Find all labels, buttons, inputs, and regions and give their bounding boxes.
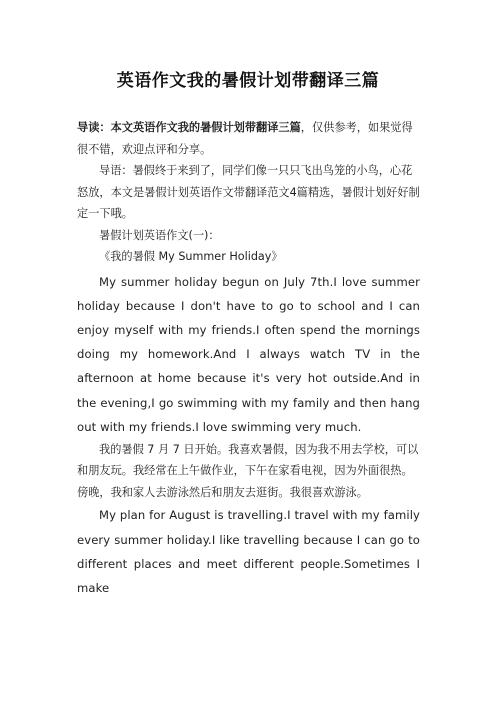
- section-heading: 暑假计划英语作文(一)：: [99, 228, 220, 242]
- english-paragraph-2: My plan for August is travelling.I travel with my family every summer holiday.I like travelling because I can go to different places and meet different people.Sometimes I make: [77, 508, 420, 596]
- intro-rest: ，仅供参考，如果觉得很不错，欢迎点评和分享。: [77, 121, 413, 156]
- document-title: 英语作文我的暑假计划带翻译三篇: [116, 71, 380, 91]
- english-paragraph-1: My summer holiday begun on July 7th.I love summer holiday because I don't have to go to school and I can enjoy myself with my friends.I often spend the mornings doing my homework.And I always watch TV in the afternoon at home because it's very hot outside.And in the evening,I go swimming with my family and then hang out with my friends.I love swimming very much.: [77, 274, 420, 434]
- chinese-paragraph-1: 我的暑假 7 月 7 日开始。我喜欢暑假，因为我不用去学校，可以和朋友玩。我经常在上午做作业，下午在家看电视，因为外面很热。傍晚，我和家人去游泳然后和朋友去逛街。我很喜欢游泳。: [77, 442, 419, 499]
- essay-title: 《我的暑假 My Summer Holiday》: [99, 250, 283, 263]
- guide-paragraph: 导语：暑假终于来到了，同学们像一只只飞出鸟笼的小鸟，心花怒放，本文是暑假计划英语作文带翻译范文4篇精选，暑假计划好好制定一下哦。: [77, 164, 420, 220]
- intro-label: 导读：本文: [77, 121, 133, 134]
- intro-title: 英语作文我的暑假计划带翻译三篇: [132, 121, 301, 134]
- document-body: [77, 117, 420, 600]
- intro-paragraph: [77, 117, 420, 160]
